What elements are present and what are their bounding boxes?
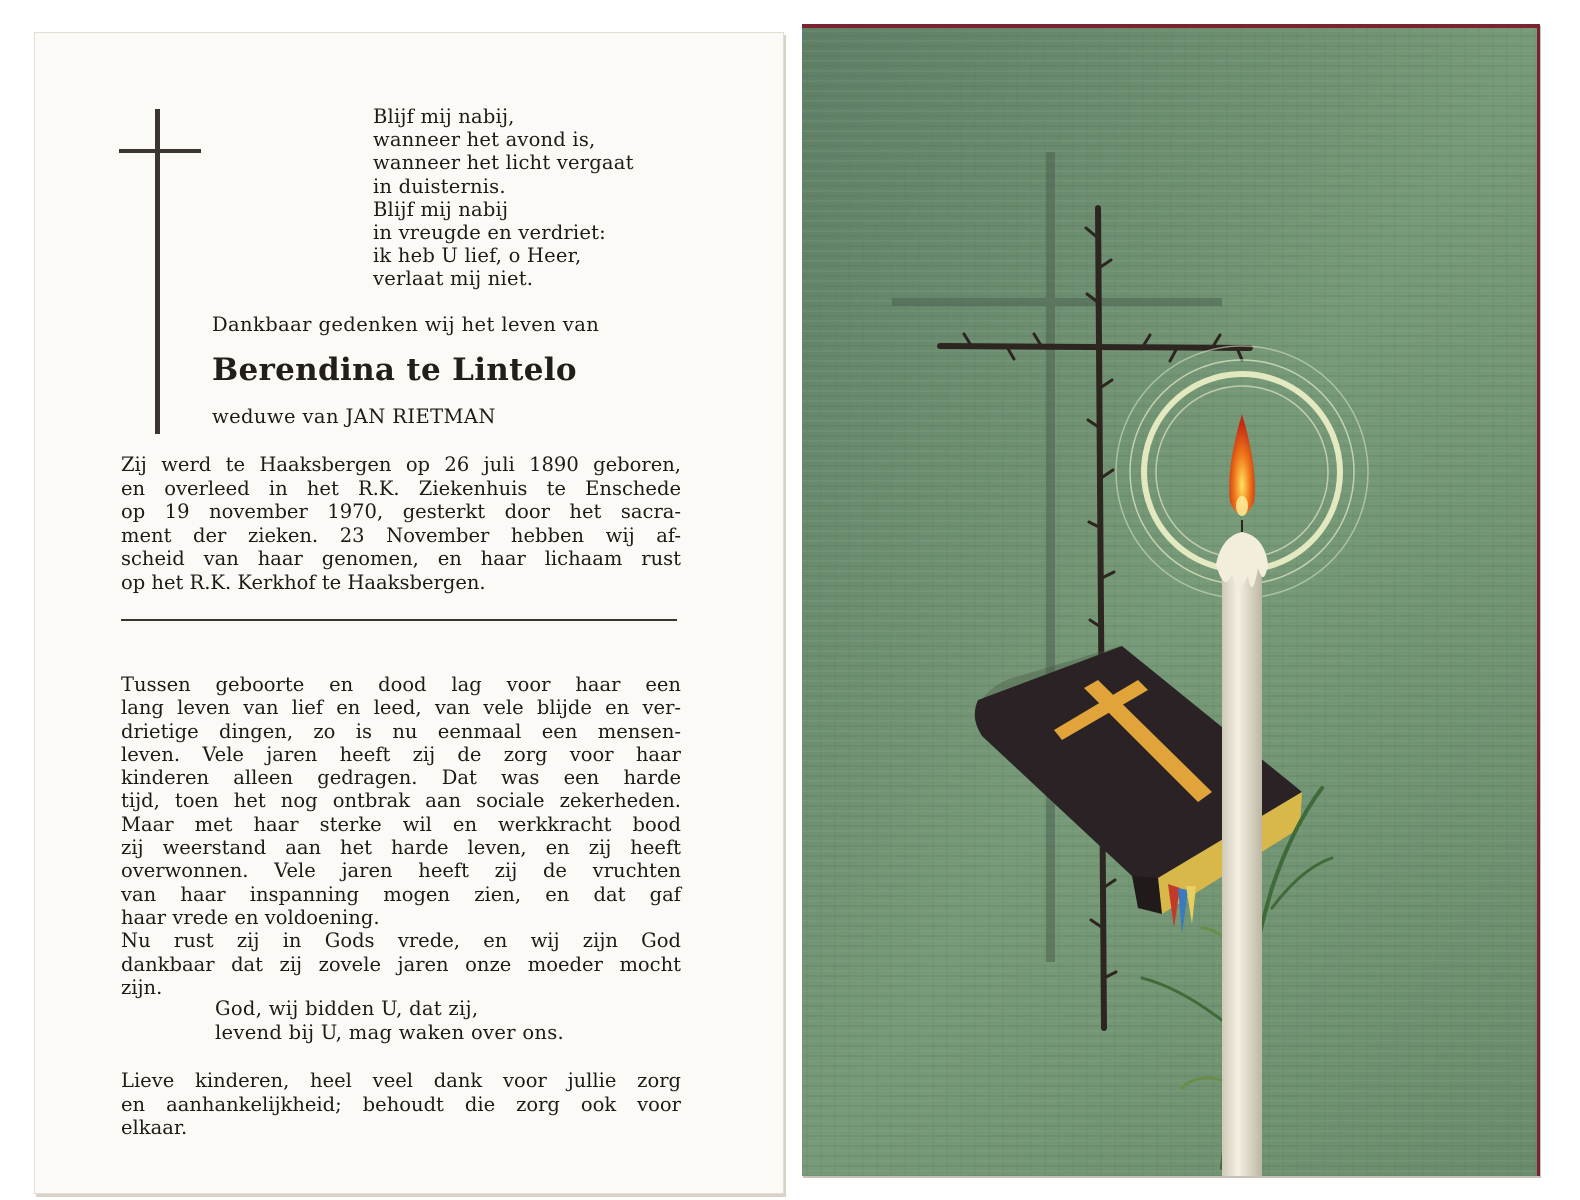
deceased-name: Berendina te Lintelo bbox=[212, 352, 577, 388]
poem-line: verlaat mij niet. bbox=[373, 267, 534, 291]
poem bbox=[373, 105, 634, 291]
poem-line: ik heb U lief, o Heer, bbox=[373, 244, 582, 268]
tribute-line: dankbaar dat zij zovele jaren onze moeder mocht bbox=[121, 952, 681, 976]
tribute-line: Tussen geboorte en dood lag voor haar een bbox=[121, 673, 681, 696]
tribute-line: Maar met haar sterke wil en werkkracht bood bbox=[121, 812, 681, 836]
prayer-line: God, wij bidden U, dat zij, bbox=[215, 997, 479, 1020]
intro-text: Dankbaar gedenken wij het leven van bbox=[212, 313, 600, 336]
tribute-line: leven. Vele jaren heeft zij de zorg voor haar bbox=[121, 742, 681, 766]
poem-line: Blijf mij nabij, bbox=[373, 105, 515, 128]
tribute-line: van haar inspanning mogen zien, en dat gaf bbox=[121, 882, 681, 906]
poem-line: Blijf mij nabij bbox=[373, 197, 509, 221]
tribute-line: haar vrede en voldoening. bbox=[121, 905, 380, 929]
poem-line: in duisternis. bbox=[373, 174, 506, 198]
poem-line: wanneer het avond is, bbox=[373, 128, 596, 152]
prayer bbox=[215, 997, 564, 1044]
bio-line: Zij werd te Haaksbergen op 26 juli 1890 geboren, bbox=[121, 453, 681, 476]
tribute-line: lang leven van lief en leed, van vele blijde en ver- bbox=[121, 696, 681, 720]
prayer-line: levend bij U, mag waken over ons. bbox=[215, 1020, 565, 1044]
closing-line: Lieve kinderen, heel veel dank voor jullie zorg bbox=[121, 1069, 681, 1092]
tribute-line: drietige dingen, zo is nu eenmaal een mensen- bbox=[121, 719, 681, 743]
tribute-line: Nu rust zij in Gods vrede, en wij zijn God bbox=[121, 929, 681, 953]
tribute bbox=[121, 673, 681, 999]
bio-line: op 19 november 1970, gesterkt door het sacra- bbox=[121, 500, 681, 524]
closing-line: en aanhankelijkheid; behoudt die zorg ook voor bbox=[121, 1092, 681, 1116]
memorial-card-illustration bbox=[802, 24, 1540, 1176]
tribute-line: kinderen alleen gedragen. Dat was een harde bbox=[121, 766, 681, 790]
tribute-line: overwonnen. Vele jaren heeft zij de vruchten bbox=[121, 859, 681, 883]
closing-note bbox=[121, 1069, 681, 1140]
bio-line: op het R.K. Kerkhof te Haaksbergen. bbox=[121, 570, 486, 594]
closing-line: elkaar. bbox=[121, 1116, 188, 1139]
biography bbox=[121, 453, 681, 595]
bio-line: en overleed in het R.K. Ziekenhuis te Enschede bbox=[121, 476, 681, 500]
bio-line: scheid van haar genomen, en haar lichaam rust bbox=[121, 547, 681, 571]
cross-icon-bar bbox=[119, 149, 201, 153]
tribute-line: zijn. bbox=[121, 975, 163, 999]
illustration bbox=[802, 28, 1537, 1176]
tribute-line: tijd, toen het nog ontbrak aan sociale zekerheden. bbox=[121, 789, 681, 813]
tribute-line: zij weerstand aan het harde leven, en zij heeft bbox=[121, 836, 681, 860]
poem-line: in vreugde en verdriet: bbox=[373, 221, 606, 245]
widow-of-text: weduwe van JAN RIETMAN bbox=[212, 405, 496, 428]
bio-line: ment der zieken. 23 November hebben wij af- bbox=[121, 523, 681, 547]
memorial-card-text bbox=[34, 32, 784, 1194]
divider bbox=[121, 619, 677, 621]
poem-line: wanneer het licht vergaat bbox=[373, 151, 634, 175]
cross-icon bbox=[155, 109, 160, 434]
